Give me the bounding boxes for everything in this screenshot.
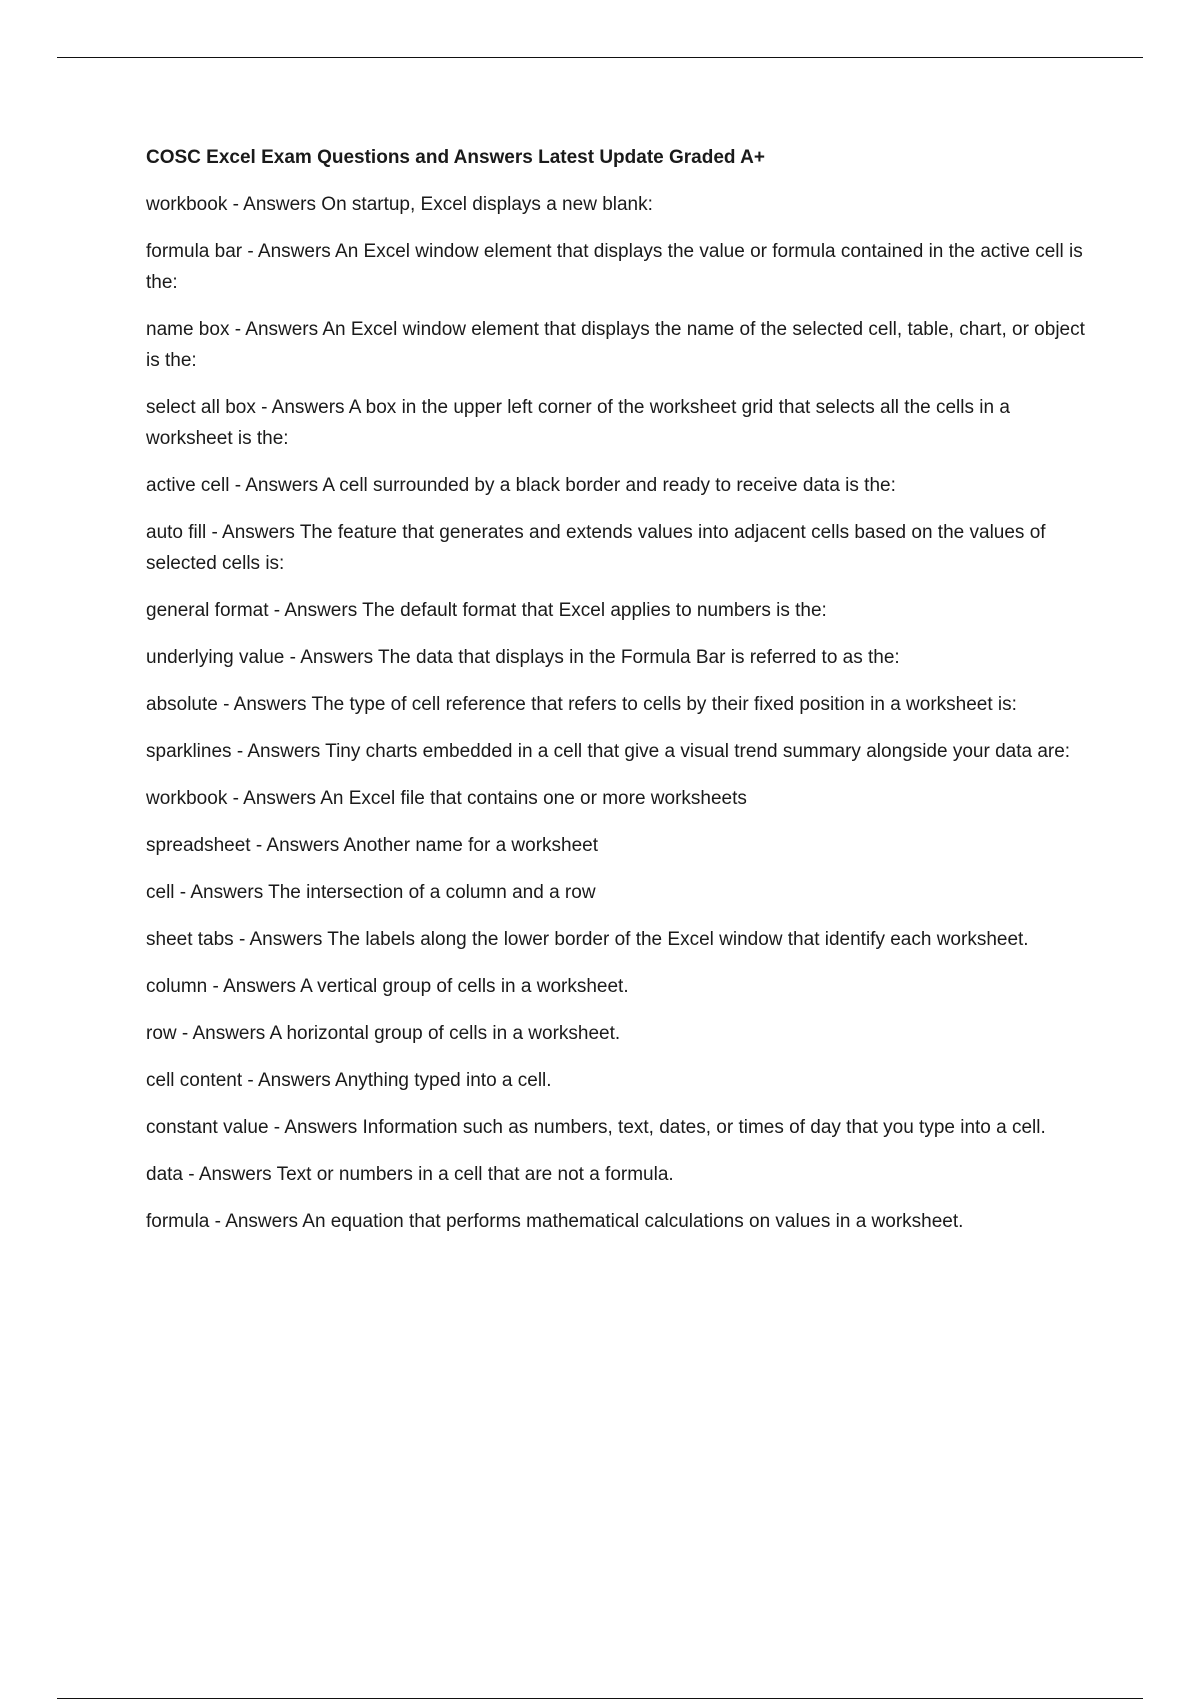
qa-entry: active cell - Answers A cell surrounded by a black border and ready to receive data is the: xyxy=(146,475,896,496)
qa-entry: cell - Answers The intersection of a column and a row xyxy=(146,882,596,903)
qa-entry: workbook - Answers On startup, Excel displays a new blank: xyxy=(146,194,653,215)
qa-entry: formula bar - Answers An Excel window element that displays the value or formula contained in the active cell is the: xyxy=(146,241,1083,293)
qa-entry: row - Answers A horizontal group of cells in a worksheet. xyxy=(146,1023,621,1044)
footer-rule xyxy=(57,1698,1143,1699)
qa-entry: absolute - Answers The type of cell reference that refers to cells by their fixed position in a worksheet is: xyxy=(146,694,1017,715)
qa-entry: data - Answers Text or numbers in a cell that are not a formula. xyxy=(146,1164,674,1185)
qa-entry: cell content - Answers Anything typed into a cell. xyxy=(146,1070,552,1091)
document-body xyxy=(146,144,1086,1253)
document-title: COSC Excel Exam Questions and Answers Latest Update Graded A+ xyxy=(146,147,765,168)
qa-entry: auto fill - Answers The feature that generates and extends values into adjacent cells based on the values of selected cells is: xyxy=(146,522,1046,574)
qa-entry: spreadsheet - Answers Another name for a worksheet xyxy=(146,835,599,856)
qa-entry: select all box - Answers A box in the upper left corner of the worksheet grid that selects all the cells in a worksheet is the: xyxy=(146,397,1010,449)
header-rule xyxy=(57,57,1143,58)
qa-entry: workbook - Answers An Excel file that contains one or more worksheets xyxy=(146,788,747,809)
qa-entry: constant value - Answers Information such as numbers, text, dates, or times of day that you type into a cell. xyxy=(146,1117,1046,1138)
qa-entry: name box - Answers An Excel window element that displays the name of the selected cell, table, chart, or object is the: xyxy=(146,319,1085,371)
qa-entry: sheet tabs - Answers The labels along the lower border of the Excel window that identify each worksheet. xyxy=(146,929,1029,950)
qa-entry: sparklines - Answers Tiny charts embedded in a cell that give a visual trend summary alongside your data are: xyxy=(146,741,1071,762)
qa-entry: formula - Answers An equation that performs mathematical calculations on values in a worksheet. xyxy=(146,1211,964,1232)
qa-entry: column - Answers A vertical group of cells in a worksheet. xyxy=(146,976,629,997)
qa-entry: general format - Answers The default format that Excel applies to numbers is the: xyxy=(146,600,827,621)
qa-entry: underlying value - Answers The data that displays in the Formula Bar is referred to as the: xyxy=(146,647,900,668)
